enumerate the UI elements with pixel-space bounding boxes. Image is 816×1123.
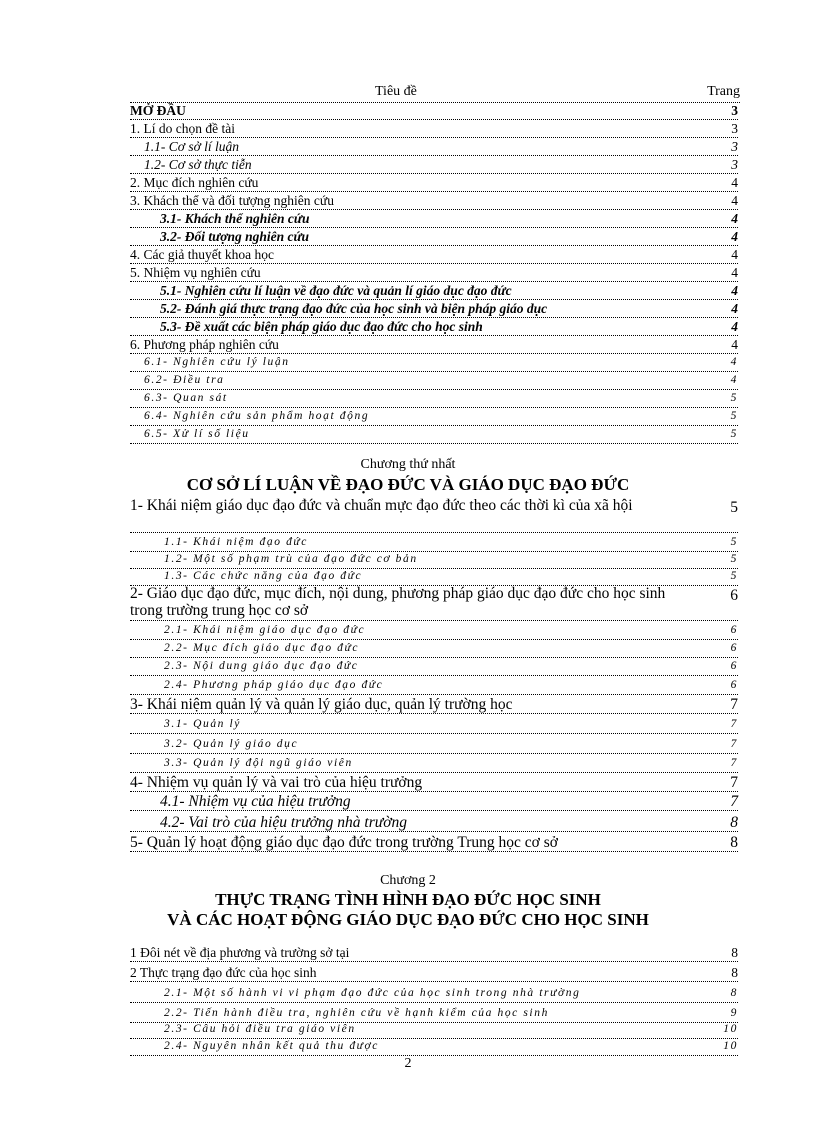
toc-row: MỞ ĐẦU 3 (130, 103, 738, 118)
toc-row: 4. Các giả thuyết khoa học 4 (130, 247, 738, 262)
toc-row: 1.1- Cơ sở lí luận 3 (130, 138, 738, 156)
toc-row: 1 Đôi nét về địa phương và trường sở tại 8 (130, 945, 738, 960)
toc-header (130, 84, 740, 103)
toc-row: 3.2- Quản lý giáo dục 7 (130, 736, 738, 754)
toc-row: 5.3- Đề xuất các biện pháp giáo dục đạo đức cho học sinh 4 (130, 318, 738, 336)
toc-row: 2.1- Khái niệm giáo dục đạo đức 6 (130, 622, 738, 640)
chapter2-title-line2: VÀ CÁC HOẠT ĐỘNG GIÁO DỤC ĐẠO ĐỨC CHO HỌC SINH (167, 910, 649, 929)
chapter2-label: Chương 2 (380, 873, 436, 888)
toc-row: 2.2- Mục đích giáo dục đạo đức 6 (130, 640, 738, 658)
toc-header-title: Tiêu đề (375, 84, 417, 99)
toc-row: 2- Giáo dục đạo đức, mục đích, nội dung, phương pháp giáo dục đạo đức cho học sinh trong trường trung học cơ sở 6 (130, 585, 738, 619)
toc-row: 3.1- Quản lý 7 (130, 716, 738, 734)
toc-row: 5- Quản lý hoạt động giáo dục đạo đức trong trường Trung học cơ sở 8 (130, 834, 738, 851)
toc-row: 4.1- Nhiệm vụ của hiệu trưởng 7 (130, 793, 738, 811)
toc-row: 2.2- Tiến hành điều tra, nghiên cứu về hạnh kiểm của học sinh 9 (130, 1005, 738, 1023)
toc-row: 2.4- Nguyên nhân kết quả thu được 10 (130, 1038, 738, 1056)
toc-row: 2.3- Nội dung giáo dục đạo đức 6 (130, 658, 738, 676)
toc-row: 6.2- Điều tra 4 (130, 372, 738, 390)
toc-row: 2. Mục đích nghiên cứu 4 (130, 175, 738, 190)
toc-row: 2 Thực trạng đạo đức của học sinh 8 (130, 965, 738, 980)
page-number: 2 (404, 1056, 412, 1071)
toc-row: 3.1- Khách thể nghiên cứu 4 (130, 210, 738, 228)
toc-row: 1.1- Khái niệm đạo đức 5 (130, 534, 738, 552)
toc-row: 3.2- Đối tượng nghiên cứu 4 (130, 228, 738, 246)
toc-row: 1. Lí do chọn đề tài 3 (130, 121, 738, 136)
toc-row: 6.3- Quan sát 5 (130, 390, 738, 408)
toc-row: 3- Khái niệm quản lý và quản lý giáo dục, quản lý trường học 7 (130, 696, 738, 713)
toc-row: 5.2- Đánh giá thực trạng đạo đức của học sinh và biện pháp giáo dục 4 (130, 300, 738, 318)
toc-row: 6.4- Nghiên cứu sản phẩm hoạt động 5 (130, 408, 738, 426)
toc-row: 2.3- Câu hỏi điều tra giáo viên 10 (130, 1021, 738, 1039)
toc-row: 6. Phương pháp nghiên cứu 4 (130, 337, 738, 352)
toc-row: 1- Khái niệm giáo dục đạo đức và chuẩn mực đạo đức theo các thời kì của xã hội 5 (130, 497, 738, 533)
chapter1-label: Chương thứ nhất (360, 457, 456, 472)
toc-row: 3.3- Quản lý đội ngũ giáo viên 7 (130, 755, 738, 773)
toc-row: 1.2- Một số phạm trù của đạo đức cơ bản 5 (130, 551, 738, 569)
toc-row: 1.2- Cơ sở thực tiễn 3 (130, 156, 738, 174)
toc-row: 6.5- Xử lí số liệu 5 (130, 426, 738, 444)
toc-row: 4- Nhiệm vụ quản lý và vai trò của hiệu trưởng 7 (130, 774, 738, 791)
toc-row: 2.1- Một số hành vi vi phạm đạo đức của học sinh trong nhà trường 8 (130, 985, 738, 1003)
toc-row: 5. Nhiệm vụ nghiên cứu 4 (130, 265, 738, 280)
toc-row: 1.3- Các chức năng của đạo đức 5 (130, 568, 738, 586)
toc-header-page: Trang (707, 84, 740, 99)
toc-row: 3. Khách thể và đối tượng nghiên cứu 4 (130, 193, 738, 208)
toc-row: 6.1- Nghiên cứu lý luận 4 (130, 354, 738, 372)
chapter1-title: CƠ SỞ LÍ LUẬN VỀ ĐẠO ĐỨC VÀ GIÁO DỤC ĐẠO ĐỨC (186, 475, 630, 494)
toc-row: 4.2- Vai trò của hiệu trưởng nhà trường 8 (130, 814, 738, 832)
toc-row: 2.4- Phương pháp giáo dục đạo đức 6 (130, 677, 738, 695)
chapter2-title-line1: THỰC TRẠNG TÌNH HÌNH ĐẠO ĐỨC HỌC SINH (215, 890, 601, 909)
toc-row: 5.1- Nghiên cứu lí luận về đạo đức và quản lí giáo dục đạo đức 4 (130, 282, 738, 300)
